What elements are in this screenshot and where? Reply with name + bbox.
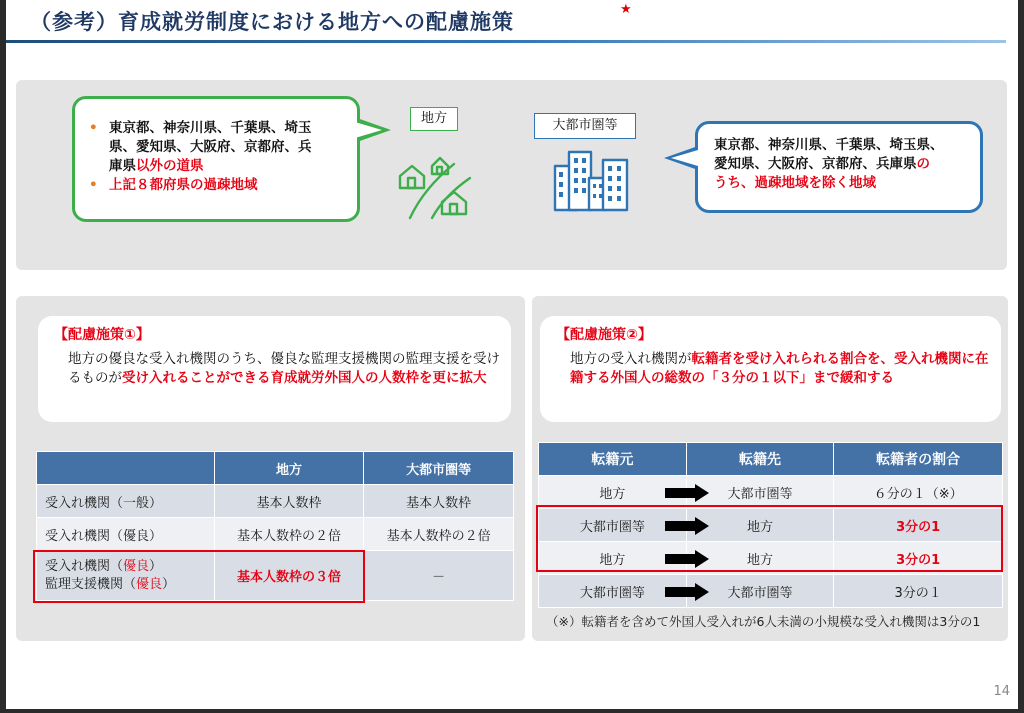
footnote: （※）転籍者を含めて外国人受入れが6人未満の小規模な受入れ機関は3分の1: [546, 614, 981, 629]
quota-header-chiho: 地方: [214, 452, 364, 485]
frame-left: [0, 0, 6, 713]
daitoshi-line2a: 愛知県、大阪府、京都府、兵庫県: [714, 156, 917, 172]
chiho-line3b: 以外の道県: [136, 158, 204, 174]
title-bar: [6, 0, 1018, 44]
quota-header-empty: [37, 452, 215, 485]
measure2-body-plain: 地方の受入れ機関が: [570, 351, 692, 367]
quota-cell: －: [364, 551, 514, 601]
daitoshi-line3: うち、過疎地域を除く地域: [714, 175, 876, 191]
measure2-body-emphasis: 転籍者を受け入れられる割合を、受入れ機関に在籍する外国人の総数の「３分の１以下」まで緩和する: [570, 351, 989, 386]
measure1-body: [54, 350, 501, 388]
page-number: 14: [993, 684, 1010, 699]
transfer-ratio: ６分の１（※）: [834, 476, 1003, 509]
frame-right: [1018, 0, 1024, 713]
transfer-from: 地方: [539, 476, 687, 509]
measure2-heading: 【配慮施策②】: [556, 327, 652, 343]
table-row: [37, 518, 514, 551]
chiho-line2: 県、愛知県、大阪府、京都府、兵: [109, 139, 312, 155]
daitoshi-definition-bubble: [695, 121, 983, 213]
bullet: •: [89, 177, 98, 193]
transfer-from: 大都市圏等: [539, 509, 687, 542]
measure1-body-plain: 地方の優良な受入れ機関のうち、優良な監理支援機関の監理支援を受けるものが: [68, 351, 500, 386]
table-row: [539, 575, 1003, 608]
measure1-body-emphasis: 受け入れることができる育成就労外国人の人数枠を更に拡大: [122, 370, 487, 386]
quota-cell: 基本人数枠: [214, 485, 364, 518]
rural-town-icon: [396, 148, 476, 220]
quota-cell: 基本人数枠: [364, 485, 514, 518]
daitoshi-tag: 大都市圏等: [534, 113, 636, 139]
table-row: [539, 476, 1003, 509]
daitoshi-line1: 東京都、神奈川県、千葉県、埼玉県、: [714, 137, 944, 153]
transfer-header-from: 転籍元: [539, 443, 687, 476]
quota-cell: 受入れ機関（優良）: [37, 518, 215, 551]
chiho-line3a: 庫県: [109, 158, 136, 174]
transfer-header-ratio: 転籍者の割合: [834, 443, 1003, 476]
quota-cell-highlight: 基本人数枠の３倍: [214, 551, 364, 601]
transfer-ratio: 3分の１: [834, 575, 1003, 608]
title-star: ★: [620, 2, 632, 17]
transfer-to-label: 大都市圏等: [727, 486, 793, 502]
transfer-header-to: 転籍先: [686, 443, 834, 476]
transfer-from: 地方: [539, 542, 687, 575]
measure1-heading: 【配慮施策①】: [54, 327, 150, 343]
quota-cell-label: 受入れ機関（優良） 監理支援機関（優良）: [37, 551, 215, 601]
city-buildings-icon: [553, 150, 631, 212]
transfer-from: 大都市圏等: [539, 575, 687, 608]
table-row: [37, 485, 514, 518]
measure2-body: [556, 350, 991, 388]
chiho-tag: 地方: [410, 107, 458, 131]
transfer-ratio: 3分の1: [834, 509, 1003, 542]
highlight-box-right: [536, 505, 1003, 572]
measure2-description: [540, 316, 1001, 422]
chiho-definition-bubble: [72, 96, 360, 222]
page-title: （参考）育成就労制度における地方への配慮施策: [30, 10, 514, 34]
quota-header-daitoshi: 大都市圏等: [364, 452, 514, 485]
transfer-ratio: 3分の1: [834, 542, 1003, 575]
quota-cell: 基本人数枠の２倍: [214, 518, 364, 551]
daitoshi-line2b: の: [916, 156, 930, 172]
chiho-line1: 東京都、神奈川県、千葉県、埼玉: [109, 120, 312, 136]
transfer-to-label: 大都市圏等: [727, 585, 793, 601]
transfer-to-label: 地方: [746, 552, 773, 568]
transfer-to: [686, 575, 834, 608]
bubble-tail-green-inner: [355, 122, 382, 138]
transfer-to: [686, 476, 834, 509]
bullet: •: [89, 120, 98, 136]
title-underline: [6, 40, 1006, 43]
arrow-right-icon: [665, 583, 709, 601]
frame-bottom: [0, 709, 1024, 713]
quota-cell: 受入れ機関（一般）: [37, 485, 215, 518]
arrow-right-icon: [665, 484, 709, 502]
quota-cell: 基本人数枠の２倍: [364, 518, 514, 551]
chiho-line4: 上記８都府県の過疎地域: [109, 177, 258, 193]
transfer-to-label: 地方: [746, 519, 773, 535]
highlight-box-left: [33, 550, 365, 603]
bubble-tail-blue-inner: [671, 150, 698, 166]
measure1-description: [38, 316, 511, 422]
